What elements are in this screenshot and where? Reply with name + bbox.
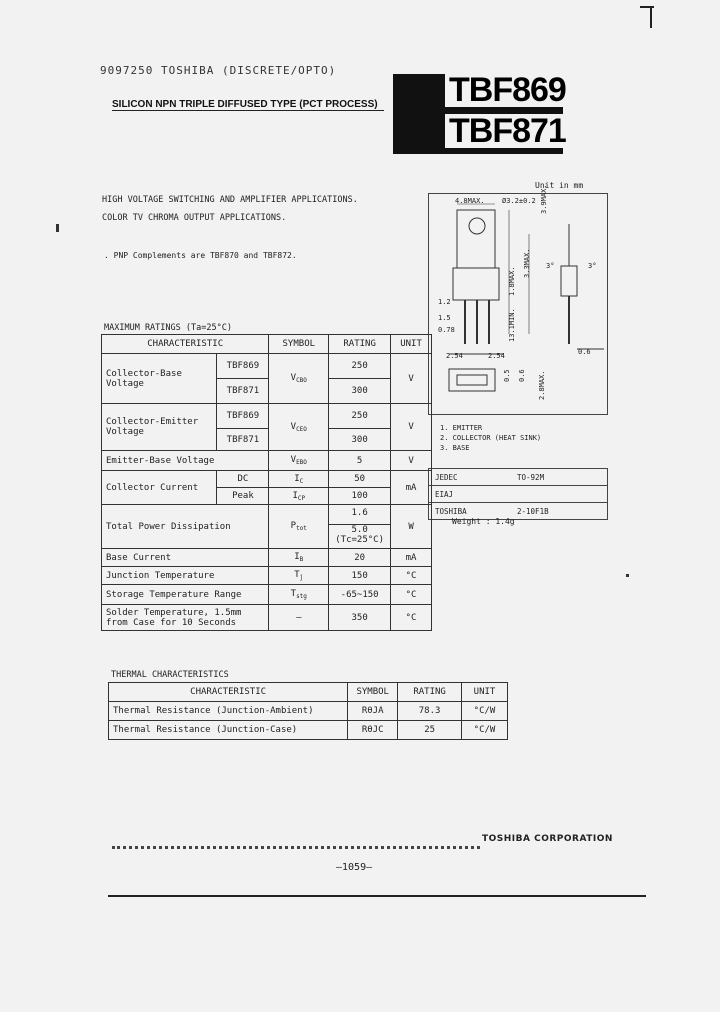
dim-3-9max: 3.9MAX. bbox=[540, 184, 548, 214]
ib-label: Base Current bbox=[102, 549, 269, 567]
dim-3-3max: 3.3MAX. bbox=[523, 248, 531, 278]
ib-unit: mA bbox=[391, 549, 432, 567]
solder-unit: °C bbox=[391, 605, 432, 631]
thermal-header-row bbox=[109, 683, 508, 702]
max-ratings-table bbox=[101, 334, 432, 631]
thermal-ja-label: Thermal Resistance (Junction-Ambient) bbox=[109, 702, 348, 721]
dim-1-2: 1.2 bbox=[438, 298, 451, 306]
pd-value-2: 5.0 bbox=[351, 525, 368, 535]
ceo-unit: V bbox=[391, 404, 432, 451]
pin-2-label: 2. COLLECTOR (HEAT SINK) bbox=[440, 434, 542, 442]
thermal-jc-value: 25 bbox=[398, 721, 462, 740]
tj-unit: °C bbox=[391, 567, 432, 585]
thermal-hdr-symbol: SYMBOL bbox=[348, 683, 398, 702]
weight-label: Weight : 1.4g bbox=[452, 517, 515, 526]
table-row bbox=[102, 567, 432, 585]
pin-3-label: 3. BASE bbox=[440, 444, 470, 452]
ic-peak-label: Peak bbox=[217, 488, 269, 505]
cbo-value-2: 300 bbox=[329, 379, 391, 404]
table-row bbox=[102, 404, 432, 429]
dim-1-8max: 1.8MAX. bbox=[508, 266, 516, 296]
cbo-part-1: TBF869 bbox=[217, 354, 269, 379]
thermal-table bbox=[108, 682, 508, 740]
pd-symbol: $P_{tot}$ bbox=[269, 505, 329, 549]
cbo-label: Collector-Base Voltage bbox=[102, 354, 217, 404]
table-row bbox=[102, 471, 432, 488]
dim-0-6: 0.6 bbox=[578, 348, 591, 356]
thermal-hdr-unit: UNIT bbox=[462, 683, 508, 702]
thermal-ja-symbol: RθJA bbox=[348, 702, 398, 721]
cbo-symbol: $V_{CBO}$ bbox=[269, 354, 329, 404]
jedec-label: JEDEC bbox=[435, 472, 458, 482]
ceo-value-1: 250 bbox=[329, 404, 391, 429]
thermal-title: THERMAL CHARACTERISTICS bbox=[111, 670, 229, 680]
dim-0-6-b: 0.6 bbox=[518, 369, 526, 382]
bottom-rule bbox=[108, 895, 646, 897]
dim-2-8max: 2.8MAX. bbox=[538, 370, 546, 400]
dim-angle-b: 3° bbox=[588, 262, 597, 270]
ib-symbol: $I_B$ bbox=[269, 549, 329, 567]
toshiba-value: 2-10F1B bbox=[517, 506, 549, 516]
thermal-ja-value: 78.3 bbox=[398, 702, 462, 721]
ic-label: Collector Current bbox=[102, 471, 217, 505]
thermal-hdr-characteristic: CHARACTERISTIC bbox=[109, 683, 348, 702]
dim-0-78: 0.78 bbox=[438, 326, 455, 334]
ceo-part-1: TBF869 bbox=[217, 404, 269, 429]
toshiba-label: TOSHIBA bbox=[435, 506, 467, 516]
eiaj-label: EIAJ bbox=[435, 489, 454, 499]
pd-value-cond: (Tc=25°C) bbox=[335, 535, 385, 545]
jedec-row bbox=[429, 469, 607, 485]
tj-value: 150 bbox=[329, 567, 391, 585]
ceo-label: Collector-Emitter Voltage bbox=[102, 404, 217, 451]
dim-4-8max: 4.8MAX. bbox=[455, 197, 485, 205]
corner-mark-stem bbox=[650, 6, 652, 28]
tstg-unit: °C bbox=[391, 585, 432, 605]
pnp-complements: . PNP Complements are TBF870 and TBF872. bbox=[104, 251, 297, 260]
dim-2-54-a: 2.54 bbox=[446, 352, 463, 360]
cbo-value-1: 250 bbox=[329, 354, 391, 379]
dim-0-5: 0.5 bbox=[503, 369, 511, 382]
hdr-unit: UNIT bbox=[391, 335, 432, 354]
table-row bbox=[102, 549, 432, 567]
table-row bbox=[102, 505, 432, 549]
table-row bbox=[102, 451, 432, 471]
dim-angle-a: 3° bbox=[546, 262, 555, 270]
icp-symbol: $I_{CP}$ bbox=[269, 488, 329, 505]
hdr-symbol: SYMBOL bbox=[269, 335, 329, 354]
unit-label: Unit in mm bbox=[535, 181, 584, 190]
table-row bbox=[102, 354, 432, 379]
ic-dc-label: DC bbox=[217, 471, 269, 488]
cbo-part-2: TBF871 bbox=[217, 379, 269, 404]
scan-speck bbox=[626, 574, 629, 577]
max-ratings-title: MAXIMUM RATINGS (Ta=25°C) bbox=[104, 323, 232, 333]
pd-label: Total Power Dissipation bbox=[102, 505, 269, 549]
ebo-symbol: $V_{EBO}$ bbox=[269, 451, 329, 471]
pd-values bbox=[329, 505, 391, 549]
application-line-2: COLOR TV CHROMA OUTPUT APPLICATIONS. bbox=[102, 213, 287, 223]
ic-value: 50 bbox=[329, 471, 391, 488]
device-type-line: SILICON NPN TRIPLE DIFFUSED TYPE (PCT PROCESS) bbox=[112, 99, 384, 111]
footer-rule bbox=[112, 846, 480, 849]
pd-value-1: 1.6 bbox=[329, 508, 390, 525]
part-number-1: TBF869 bbox=[445, 73, 570, 107]
part-number-2: TBF871 bbox=[445, 114, 570, 148]
table-row bbox=[102, 585, 432, 605]
ic-symbol: $I_C$ bbox=[269, 471, 329, 488]
cbo-unit: V bbox=[391, 354, 432, 404]
tstg-symbol: $T_{stg}$ bbox=[269, 585, 329, 605]
tstg-value: -65~150 bbox=[329, 585, 391, 605]
table-row bbox=[109, 721, 508, 740]
ebo-unit: V bbox=[391, 451, 432, 471]
thermal-jc-unit: °C/W bbox=[462, 721, 508, 740]
dim-1-5: 1.5 bbox=[438, 314, 451, 322]
solder-symbol: — bbox=[269, 605, 329, 631]
ceo-symbol: $V_{CEO}$ bbox=[269, 404, 329, 451]
tj-label: Junction Temperature bbox=[102, 567, 269, 585]
header-top-line: 9097250 TOSHIBA (DISCRETE/OPTO) bbox=[100, 64, 337, 77]
eiaj-row bbox=[429, 485, 607, 502]
pin-1-label: 1. EMITTER bbox=[440, 424, 483, 432]
icp-value: 100 bbox=[329, 488, 391, 505]
package-info-box bbox=[428, 468, 608, 520]
scan-speck bbox=[56, 224, 59, 232]
ebo-label: Emitter-Base Voltage bbox=[102, 451, 269, 471]
ib-value: 20 bbox=[329, 549, 391, 567]
thermal-jc-label: Thermal Resistance (Junction-Case) bbox=[109, 721, 348, 740]
dim-diameter: Ø3.2±0.2 bbox=[502, 197, 536, 205]
solder-value: 350 bbox=[329, 605, 391, 631]
application-line-1: HIGH VOLTAGE SWITCHING AND AMPLIFIER APPLICATIONS. bbox=[102, 195, 358, 205]
dim-13-1min: 13.1MIN. bbox=[508, 308, 516, 342]
thermal-jc-symbol: RθJC bbox=[348, 721, 398, 740]
pd-unit: W bbox=[391, 505, 432, 549]
ic-unit: mA bbox=[391, 471, 432, 505]
hdr-characteristic: CHARACTERISTIC bbox=[102, 335, 269, 354]
tstg-label: Storage Temperature Range bbox=[102, 585, 269, 605]
table-row bbox=[109, 702, 508, 721]
footer-company: TOSHIBA CORPORATION bbox=[482, 834, 613, 844]
ceo-value-2: 300 bbox=[329, 429, 391, 451]
ceo-part-2: TBF871 bbox=[217, 429, 269, 451]
hdr-rating: RATING bbox=[329, 335, 391, 354]
ebo-value: 5 bbox=[329, 451, 391, 471]
table-row bbox=[102, 605, 432, 631]
jedec-value: TO-92M bbox=[517, 472, 545, 482]
thermal-hdr-rating: RATING bbox=[398, 683, 462, 702]
page-number: —1059— bbox=[336, 862, 373, 873]
thermal-ja-unit: °C/W bbox=[462, 702, 508, 721]
tj-symbol: $T_j$ bbox=[269, 567, 329, 585]
solder-label: Solder Temperature, 1.5mm from Case for 10 Seconds bbox=[102, 605, 269, 631]
max-ratings-header-row bbox=[102, 335, 432, 354]
dim-2-54-b: 2.54 bbox=[488, 352, 505, 360]
